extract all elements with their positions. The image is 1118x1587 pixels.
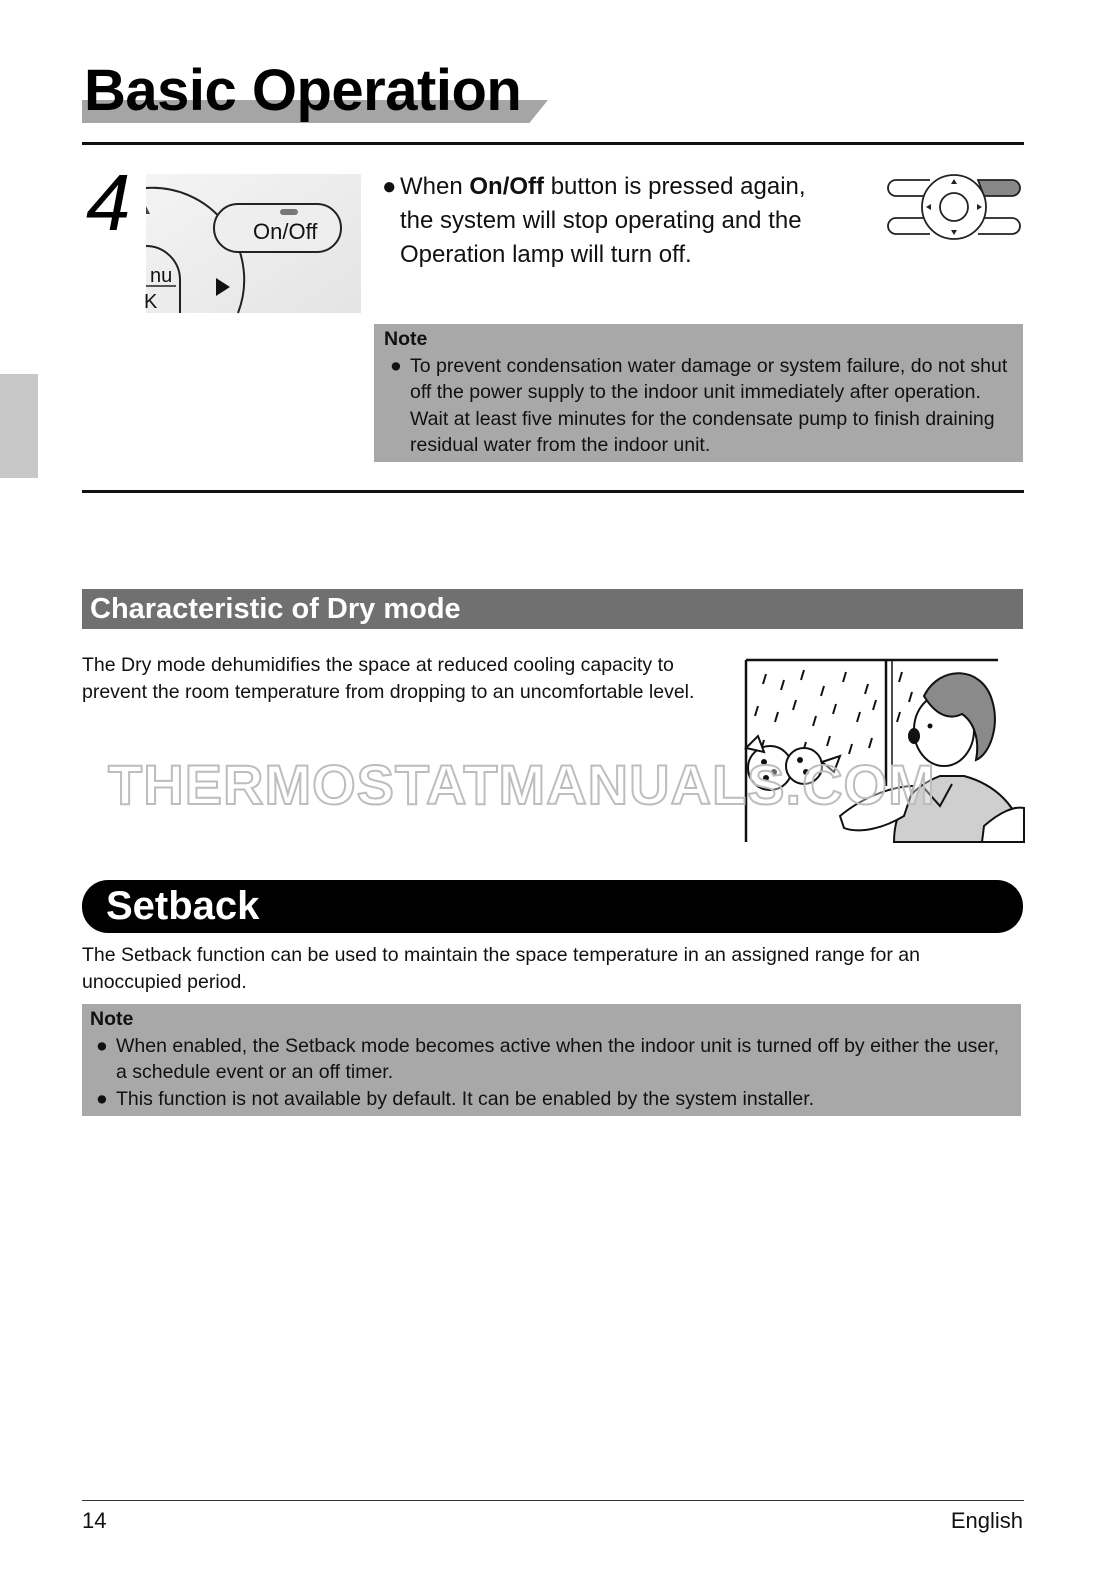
setback-heading: Setback	[82, 880, 1023, 933]
dry-mode-description: The Dry mode dehumidifies the space at reduced cooling capacity to prevent the room temperature from dropping to an uncomfortable level.	[82, 654, 695, 703]
section-divider	[82, 490, 1024, 493]
on-off-bold-label: On/Off	[469, 173, 545, 200]
step-number: 4	[86, 158, 131, 247]
button-panel-icon	[884, 172, 1024, 242]
watermark-text: THERMOSTATMANUALS.COM	[108, 753, 936, 816]
setback-description: The Setback function can be used to maintain the space temperature in an assigned range for an unoccupied period.	[82, 944, 920, 993]
page-number: 14	[82, 1508, 107, 1533]
remote-partial-text-lower: K	[144, 291, 158, 313]
note-item: ● To prevent condensation water damage or system failure, do not shut off the power supply to the indoor unit immediately after operation. Wait at least five minutes for the condensate pump to finish draining residual water from the indoor unit.	[390, 354, 1008, 456]
top-divider	[82, 142, 1024, 145]
note-title: Note	[384, 328, 428, 350]
bullet-dot: ●	[96, 1087, 108, 1110]
step-line-1: When On/Off button is pressed again,	[400, 173, 806, 200]
remote-partial-text: nu	[150, 265, 173, 287]
page-title: Basic Operation	[84, 58, 522, 123]
note-item: ● This function is not available by default. It can be enabled by the system installer.	[90, 1086, 1013, 1113]
bullet-dot: ●	[96, 1034, 108, 1057]
note-title: Note	[90, 1008, 134, 1030]
on-off-button-label: On/Off	[253, 219, 318, 244]
note-item: ● When enabled, the Setback mode becomes active when the indoor unit is turned off by either the user, a schedule event or an off timer.	[96, 1034, 1000, 1083]
note-box-setback	[82, 1004, 1021, 1116]
dry-mode-heading: Characteristic of Dry mode	[82, 589, 1023, 629]
bullet-dot: ●	[390, 354, 402, 377]
step-instruction	[382, 170, 852, 272]
bullet-dot: ●	[382, 173, 397, 200]
step-line-2: the system will stop operating and the	[400, 207, 802, 234]
language-label: English	[950, 1508, 1023, 1533]
remote-controller-closeup-image	[146, 174, 361, 313]
step-line-3: Operation lamp will turn off.	[400, 241, 692, 268]
note-box-operation	[374, 324, 1023, 462]
footer-divider	[82, 1500, 1024, 1501]
side-tab-marker	[0, 374, 38, 478]
